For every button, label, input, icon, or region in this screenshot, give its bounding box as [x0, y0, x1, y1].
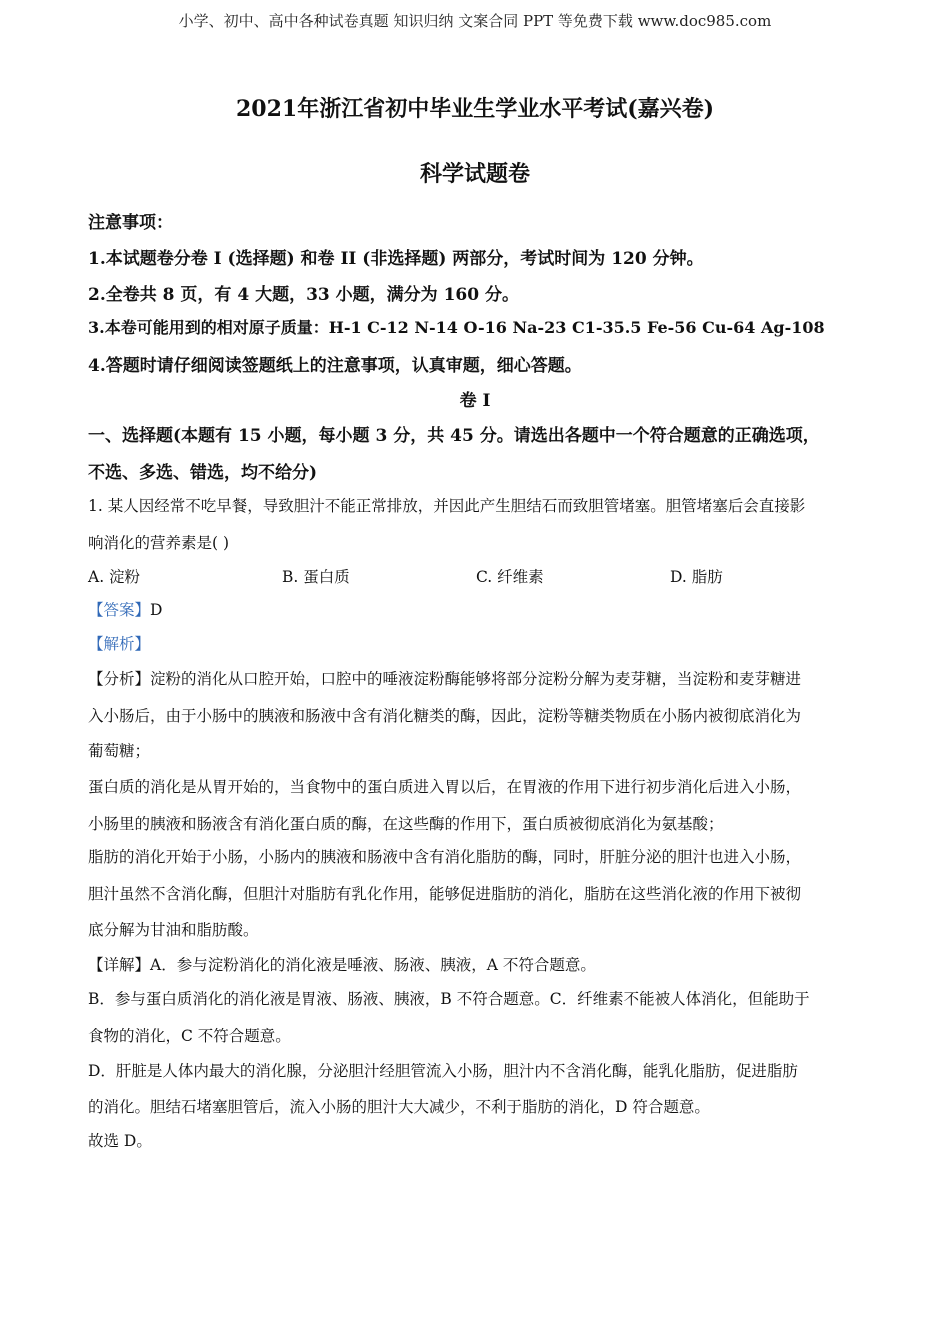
question-1-line1: 1. 某人因经常不吃早餐，导致胆汁不能正常排放，并因此产生胆结石而致胆管堵塞。胆管堵塞后会直接影	[88, 497, 806, 515]
analysis-line-1: 【分析】淀粉的消化从口腔开始，口腔中的唾液淀粉酶能够将部分淀粉分解为麦芽糖，当淀粉和麦芽糖进	[88, 670, 802, 688]
option-a: A. 淀粉	[88, 568, 141, 586]
analysis-line-4: 蛋白质的消化是从胃开始的，当食物中的蛋白质进入胃以后，在胃液的作用下进行初步消化后进入小肠，	[88, 778, 802, 796]
notice-heading: 注意事项：	[88, 213, 173, 233]
detail-line-2: B．参与蛋白质消化的消化液是胃液、肠液、胰液，B 不符合题意。C．纤维素不能被人体消化，但能助于	[88, 990, 810, 1008]
detail-line-3: 食物的消化，C 不符合题意。	[88, 1027, 291, 1045]
analysis-line-2: 入小肠后，由于小肠中的胰液和肠液中含有消化糖类的酶，因此，淀粉等糖类物质在小肠内被彻底消化为	[88, 707, 802, 725]
analysis-line-8: 底分解为甘油和脂肪酸。	[88, 921, 259, 939]
option-b: B. 蛋白质	[282, 568, 350, 586]
section-heading-line1: 一、选择题(本题有 15 小题，每小题 3 分，共 45 分。请选出各题中一个符合题意的正确选项，	[88, 426, 820, 446]
answer-label: 【答案】	[88, 601, 151, 619]
exam-subtitle: 科学试题卷	[419, 161, 530, 187]
answer-value: D	[150, 601, 163, 619]
option-d: D. 脂肪	[670, 568, 723, 586]
option-c: C. 纤维素	[476, 568, 544, 586]
question-1-line2: 响消化的营养素是( )	[88, 534, 230, 552]
analysis-line-3: 葡萄糖；	[88, 742, 151, 760]
volume-label: 卷 I	[459, 391, 491, 411]
answer-line	[88, 598, 878, 620]
exam-title: 2021年浙江省初中毕业生学业水平考试(嘉兴卷)	[235, 96, 715, 122]
section-heading-line2: 不选、多选、错选，均不给分)	[88, 463, 318, 483]
analysis-line-7: 胆汁虽然不含消化酶，但胆汁对脂肪有乳化作用，能够促进脂肪的消化，脂肪在这些消化液的作用下被彻	[88, 885, 802, 903]
conclusion-line: 故选 D。	[88, 1132, 152, 1150]
analysis-label: 【解析】	[88, 635, 151, 653]
notice-item-1: 1.本试题卷分卷 I (选择题) 和卷 II (非选择题) 两部分，考试时间为 120 分钟。	[88, 249, 704, 269]
notice-item-3: 3.本卷可能用到的相对原子质量：H-1 C-12 N-14 O-16 Na-23 C1-35.5 Fe-56 Cu-64 Ag-108	[88, 318, 825, 337]
page-header: 小学、初中、高中各种试卷真题 知识归纳 文案合同 PPT 等免费下载 www.doc985.com	[178, 12, 772, 30]
analysis-line-6: 脂肪的消化开始于小肠，小肠内的胰液和肠液中含有消化脂肪的酶，同时，肝脏分泌的胆汁也进入小肠，	[88, 848, 802, 866]
detail-line-1: 【详解】A．参与淀粉消化的消化液是唾液、肠液、胰液，A 不符合题意。	[88, 956, 596, 974]
analysis-line-5: 小肠里的胰液和肠液含有消化蛋白质的酶，在这些酶的作用下，蛋白质被彻底消化为氨基酸；	[88, 815, 724, 833]
detail-line-5: 的消化。胆结石堵塞胆管后，流入小肠的胆汁大大减少，不利于脂肪的消化，D 符合题意。	[88, 1098, 710, 1116]
notice-item-4: 4.答题时请仔细阅读签题纸上的注意事项，认真审题，细心答题。	[88, 356, 582, 376]
notice-item-2: 2.全卷共 8 页，有 4 大题，33 小题，满分为 160 分。	[88, 285, 519, 305]
detail-line-4: D．肝脏是人体内最大的消化腺，分泌胆汁经胆管流入小肠，胆汁内不含消化酶，能乳化脂肪，促进脂肪	[88, 1062, 798, 1080]
